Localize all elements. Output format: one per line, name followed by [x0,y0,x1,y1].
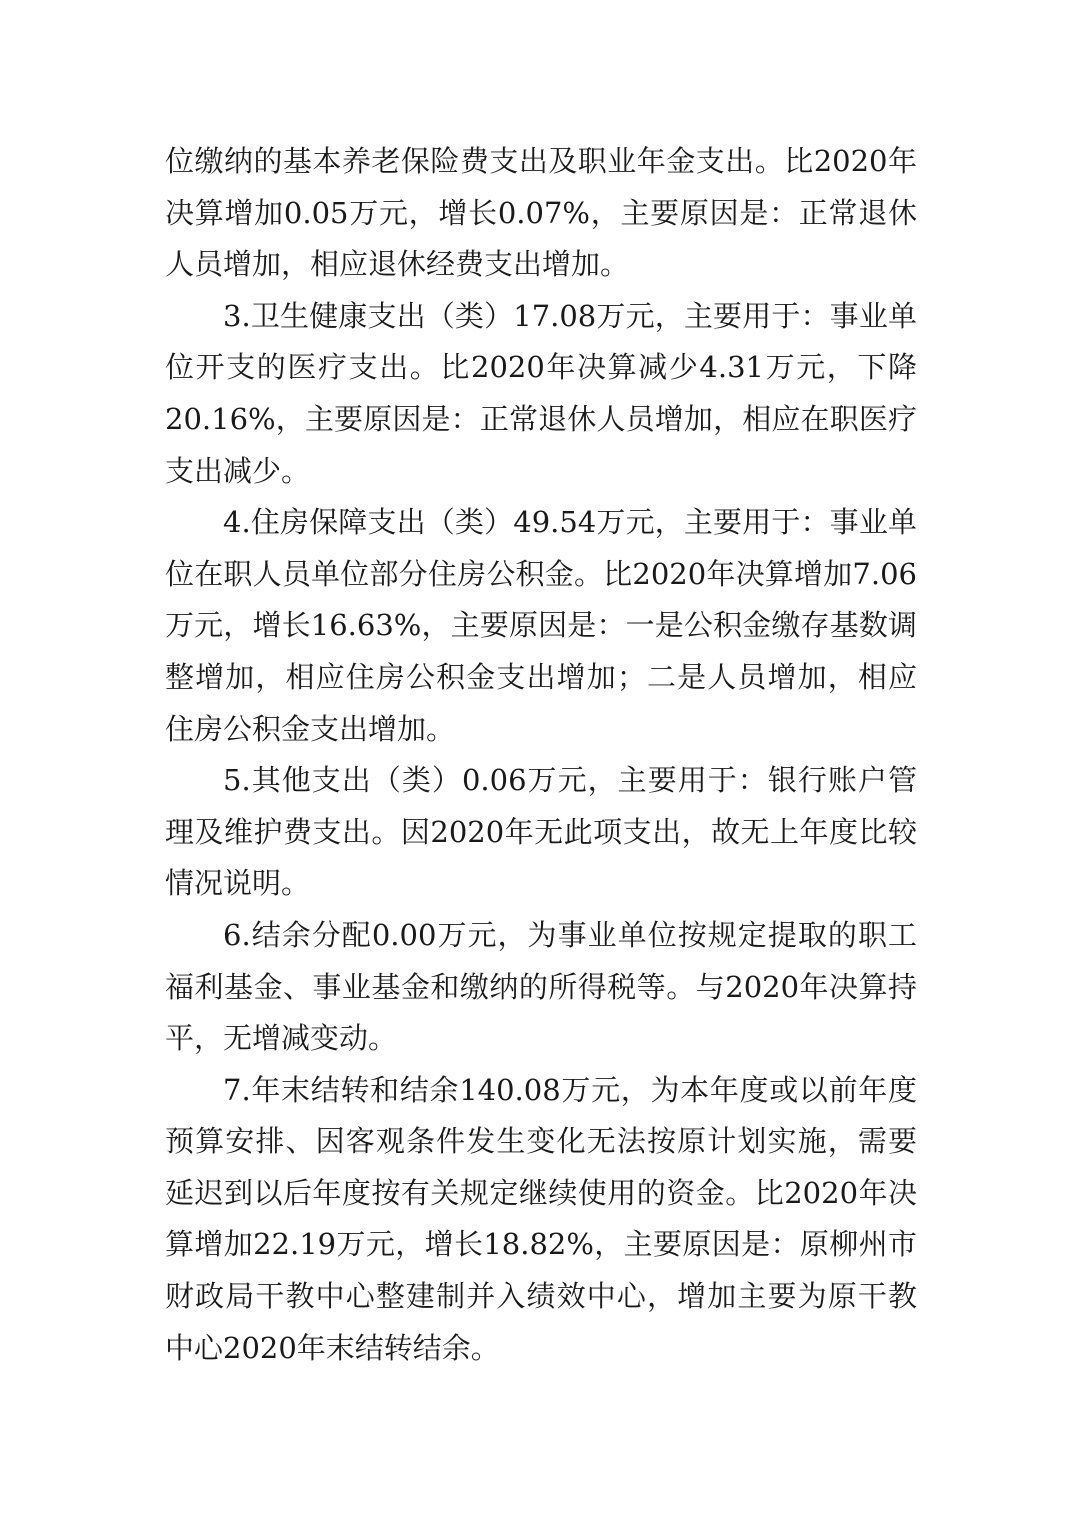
paragraph-other-expenditure: 5.其他支出（类）0.06万元，主要用于：银行账户管理及维护费支出。因2020年无此项支出，故无上年度比较情况说明。 [165,763,917,901]
paragraph-health-expenditure: 3.卫生健康支出（类）17.08万元，主要用于：事业单位开支的医疗支出。比2020年决算减少4.31万元，下降20.16%，主要原因是：正常退休人员增加，相应在职医疗支出减少。 [165,298,917,488]
paragraph-year-end-balance: 7.年末结转和结余140.08万元，为本年度或以前年度预算安排、因客观条件发生变化无法按原计划实施，需要延迟到以后年度按有关规定继续使用的资金。比2020年决算增加22.19万元，增长18.82%，主要原因是：原柳州市财政局干教中心整建制并入绩效中心，增加主要为原干教中心2020年末结转结余。 [165,1072,917,1365]
document-body [165,136,917,1374]
paragraph-housing-expenditure: 4.住房保障支出（类）49.54万元，主要用于：事业单位在职人员单位部分住房公积金。比2020年决算增加7.06万元，增长16.63%，主要原因是：一是公积金缴存基数调整增加，相应住房公积金支出增加；二是人员增加，相应住房公积金支出增加。 [165,505,917,746]
paragraph-surplus-distribution: 6.结余分配0.00万元，为事业单位按规定提取的职工福利基金、事业基金和缴纳的所得税等。与2020年决算持平，无增减变动。 [165,917,917,1056]
paragraph-pension-continued: 位缴纳的基本养老保险费支出及职业年金支出。比2020年决算增加0.05万元，增长0.07%，主要原因是：正常退休人员增加，相应退休经费支出增加。 [165,144,917,282]
